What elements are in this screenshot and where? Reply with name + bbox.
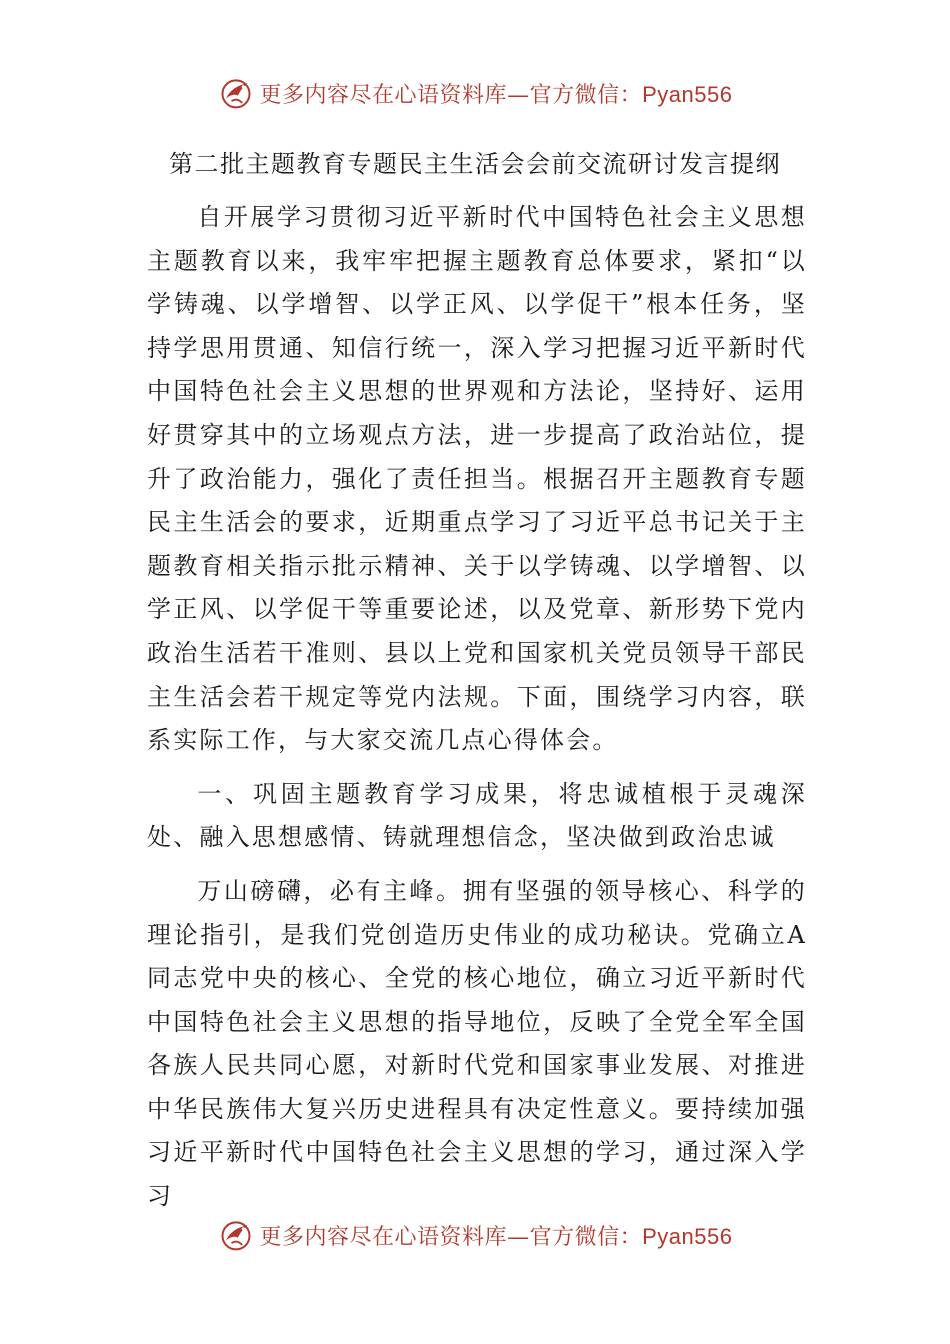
site-name: 更多内容尽在心语资料库 <box>259 1224 508 1250</box>
section-heading-1: 一、巩固主题教育学习成果，将忠诚植根于灵魂深处、融入思想感情、铸就理想信念，坚决做到政治忠诚 <box>147 779 807 852</box>
bird-seal-logo-icon <box>218 75 254 111</box>
paragraph-intro: 自开展学习贯彻习近平新时代中国特色社会主义思想主题教育以来，我牢牢把握主题教育总体要求，紧扣“以学铸魂、以学增智、以学正风、以学促干”根本任务，坚持学思用贯通、知信行统一，深入学习把握习近平新时代中国特色社会主义思想的世界观和方法论，坚持好、运用好贯穿其中的立场观点方法，进一步提高了政治站位，提升了政治能力，强化了责任担当。根据召开主题教育专题民主生活会的要求，近期重点学习了习近平总书记关于主题教育相关指示批示精神、关于以学铸魂、以学增智、以学正风、以学促干等重要论述，以及党章、新形势下党内政治生活若干准则、县以上党和国家机关党员领导干部民主生活会若干规定等党内法规。下面，围绕学习内容，联系实际工作，与大家交流几点心得体会。 <box>147 203 807 755</box>
wechat-label: 官方微信： <box>529 82 643 108</box>
site-name: 更多内容尽在心语资料库 <box>259 82 508 108</box>
document-title: 第二批主题教育专题民主生活会会前交流研讨发言提纲 <box>169 150 781 178</box>
wechat-id: Pyan556 <box>642 1223 733 1249</box>
watermark-text <box>260 78 733 109</box>
paragraph-section-1: 万山磅礴，必有主峰。拥有坚强的领导核心、科学的理论指引，是我们党创造历史伟业的成功秘诀。党确立A同志党中央的核心、全党的核心地位，确立习近平新时代中国特色社会主义思想的指导地位，反映了全党全军全国各族人民共同心愿，对新时代党和国家事业发展、对推进中华民族伟大复兴历史进程具有决定性意义。要持续加强习近平新时代中国特色社会主义思想的学习，通过深入学习 <box>147 876 807 1211</box>
footer-watermark-banner <box>0 1210 950 1260</box>
wechat-label: 官方微信： <box>529 1224 643 1250</box>
wechat-id: Pyan556 <box>642 81 733 107</box>
document-body <box>147 196 807 1219</box>
watermark-text <box>260 1220 733 1251</box>
bird-seal-logo-icon <box>218 1217 254 1253</box>
dash-separator: — <box>507 82 530 108</box>
header-watermark-banner <box>0 68 950 118</box>
dash-separator: — <box>507 1224 530 1250</box>
